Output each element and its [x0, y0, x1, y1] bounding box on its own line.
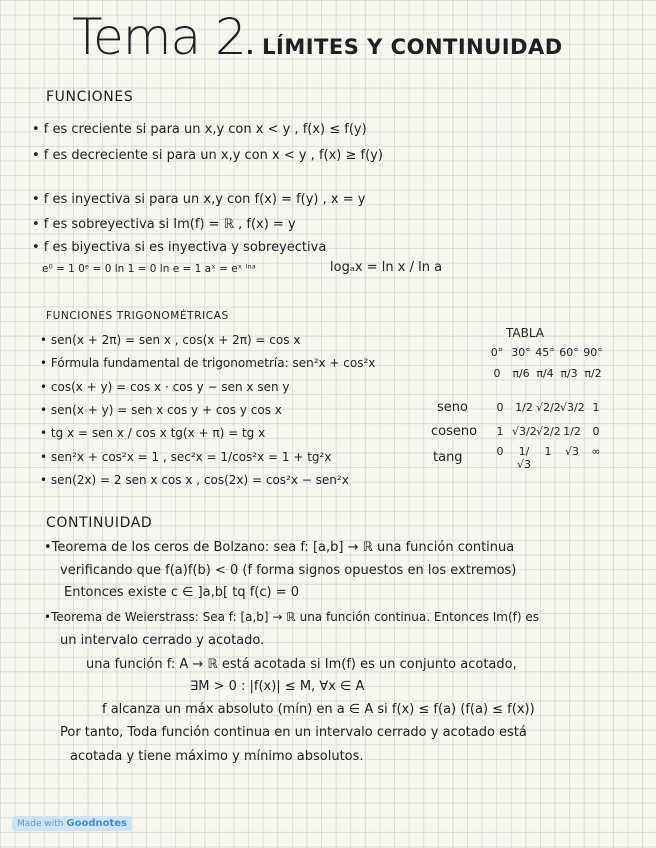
- trig-line: • sen(2x) = 2 sen x cos x , cos(2x) = cos²x − sen²x: [40, 473, 349, 487]
- page-title: [72, 8, 563, 66]
- table-value: ∞: [591, 445, 601, 458]
- table-value: 0: [592, 425, 600, 438]
- table-degree: 90°: [583, 346, 603, 359]
- continuidad-line: •Teorema de Weierstrass: Sea f: [a,b] → ℝ una función continua. Entonces Im(f) es: [44, 610, 540, 624]
- table-row-label: tang: [433, 450, 463, 465]
- continuidad-line: ∃M > 0 : |f(x)| ≤ M, ∀x ∈ A: [190, 679, 365, 694]
- table-row-label: coseno: [431, 424, 478, 439]
- continuidad-line: un intervalo cerrado y acotado.: [60, 633, 265, 648]
- watermark-brand: Goodnotes: [66, 818, 127, 829]
- table-heading: TABLA: [506, 326, 545, 340]
- trig-line: • cos(x + y) = cos x · cos y − sen x sen y: [40, 380, 290, 394]
- table-value: 1/2: [515, 401, 533, 414]
- table-degree: 0°: [490, 346, 504, 359]
- continuidad-line: acotada y tiene máximo y mínimo absolutos.: [70, 749, 364, 764]
- title-rest: . LÍMITES Y CONTINUIDAD: [245, 35, 563, 59]
- table-degree: 45°: [535, 346, 555, 359]
- table-value: √3/2: [560, 401, 585, 414]
- watermark-prefix: Made with: [17, 819, 64, 829]
- continuidad-heading: CONTINUIDAD: [46, 515, 153, 531]
- trig-line: • sen(x + 2π) = sen x , cos(x + 2π) = cos x: [40, 333, 301, 347]
- table-value: 1/√3: [516, 445, 531, 471]
- table-row-label: seno: [437, 400, 468, 415]
- title-main: Tema 2: [72, 8, 246, 66]
- funciones-line: • f es decreciente si para un x,y con x < y , f(x) ≥ f(y): [32, 148, 383, 163]
- table-value: 1: [496, 425, 504, 438]
- table-value: √3/2: [512, 425, 537, 438]
- table-value: √2/2: [536, 425, 561, 438]
- continuidad-line: •Teorema de los ceros de Bolzano: sea f: [a,b] → ℝ una función continua: [44, 540, 515, 555]
- funciones-line: • f es sobreyectiva si Im(f) = ℝ , f(x) = y: [32, 217, 296, 232]
- table-value: 1: [544, 445, 552, 458]
- continuidad-line: Por tanto, Toda función continua en un intervalo cerrado y acotado está: [60, 725, 527, 740]
- table-value: √2/2: [536, 401, 561, 414]
- table-radian: π/6: [512, 367, 530, 380]
- table-value: 1: [592, 401, 600, 414]
- table-value: 1/2: [563, 425, 581, 438]
- funciones-identities: e⁰ = 1 0ᵉ = 0 ln 1 = 0 ln e = 1 aˣ = eˣ ˡⁿᵃ: [42, 263, 256, 275]
- table-degree: 60°: [559, 346, 579, 359]
- continuidad-line: una función f: A → ℝ está acotada si Im(f) es un conjunto acotado,: [86, 657, 517, 672]
- funciones-line: • f es inyectiva si para un x,y con f(x) = f(y) , x = y: [32, 192, 366, 207]
- funciones-heading: FUNCIONES: [46, 89, 134, 105]
- table-radian: 0: [493, 367, 501, 380]
- table-radian: π/3: [560, 367, 578, 380]
- trig-line: • sen(x + y) = sen x cos y + cos y cos x: [40, 403, 282, 417]
- table-radian: π/4: [536, 367, 554, 380]
- funciones-line: • f es creciente si para un x,y con x < y , f(x) ≤ f(y): [32, 122, 367, 137]
- log-formula: logₐx = ln x / ln a: [330, 260, 443, 275]
- trig-line: • sen²x + cos²x = 1 , sec²x = 1/cos²x = 1 + tg²x: [40, 450, 332, 464]
- table-value: √3: [564, 445, 579, 458]
- continuidad-line: f alcanza un máx absoluto (mín) en a ∈ A si f(x) ≤ f(a) (f(a) ≤ f(x)): [102, 702, 535, 717]
- trig-heading: FUNCIONES TRIGONOMÉTRICAS: [46, 310, 229, 322]
- trig-line: • Fórmula fundamental de trigonometría: sen²x + cos²x: [40, 356, 376, 370]
- continuidad-line: verificando que f(a)f(b) < 0 (f forma signos opuestos en los extremos): [60, 563, 517, 578]
- table-value: 0: [496, 401, 504, 414]
- goodnotes-watermark: [12, 816, 132, 831]
- trig-line: • tg x = sen x / cos x tg(x + π) = tg x: [40, 426, 266, 440]
- table-degree: 30°: [511, 346, 531, 359]
- table-value: 0: [496, 445, 504, 458]
- table-radian: π/2: [584, 367, 602, 380]
- continuidad-line: Entonces existe c ∈ ]a,b[ tq f(c) = 0: [64, 585, 300, 600]
- funciones-line: • f es biyectiva si es inyectiva y sobreyectiva: [32, 240, 327, 255]
